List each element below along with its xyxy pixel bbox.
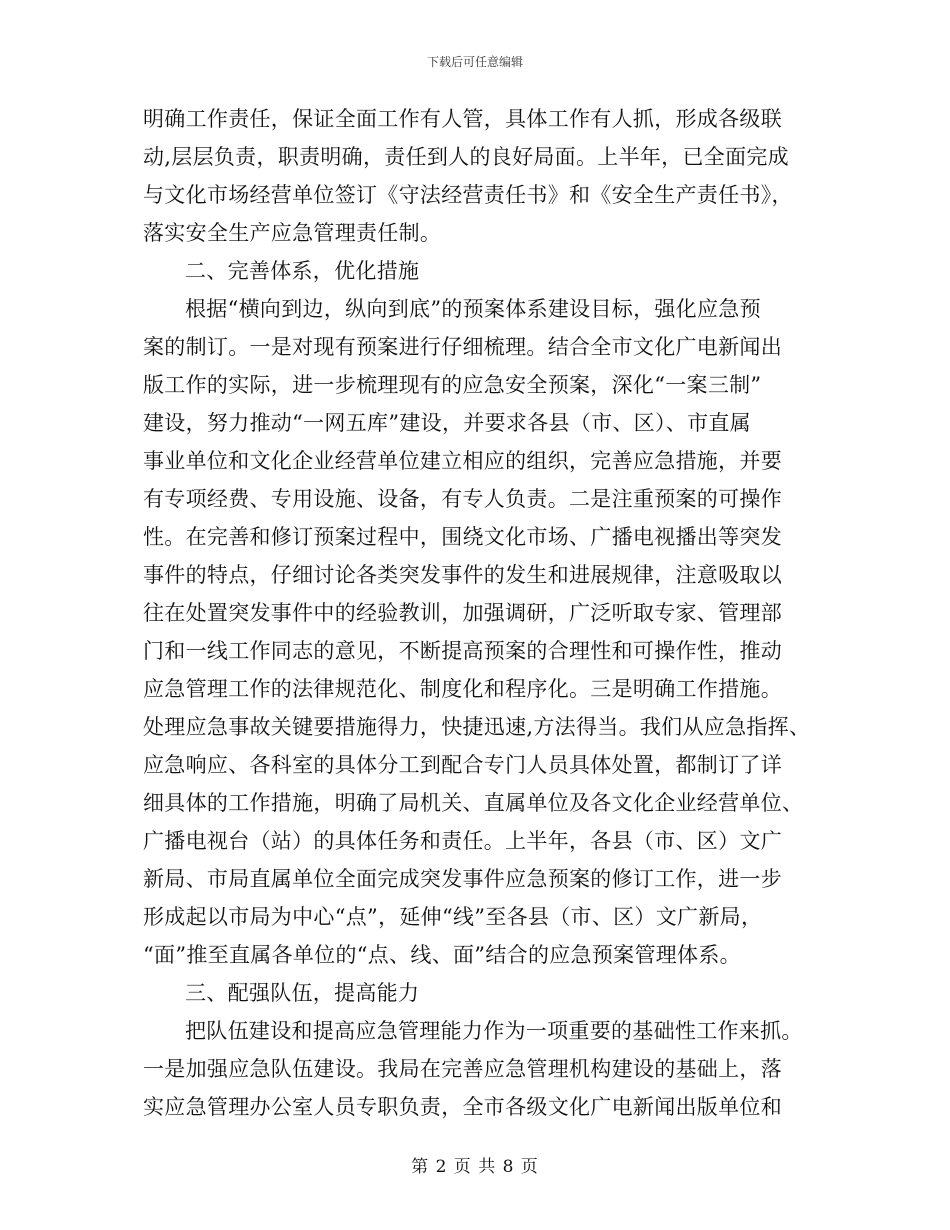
paragraph-first-line: 根据“横向到边，纵向到底”的预案体系建设目标，强化应急预 bbox=[185, 297, 761, 321]
body-line: 形成起以市局为中心“点”，延伸“线”至各县（市、区）文广新局， bbox=[143, 905, 763, 929]
body-line: 应急管理工作的法律规范化、制度化和程序化。三是明确工作措施。 bbox=[143, 677, 782, 701]
body-line: 动,层层负责，职责明确，责任到人的良好局面。上半年，已全面完成 bbox=[143, 145, 789, 169]
body-line: 一是加强应急队伍建设。我局在完善应急管理机构建设的基础上，落 bbox=[143, 1057, 782, 1081]
body-line: 细具体的工作措施，明确了局机关、直属单位及各文化企业经营单位、 bbox=[143, 791, 804, 815]
section-heading: 三、配强队伍，提高能力 bbox=[185, 981, 420, 1005]
body-line: 明确工作责任，保证全面工作有人管，具体工作有人抓，形成各级联 bbox=[143, 107, 782, 131]
body-line: 实应急管理办公室人员专职负责，全市各级文化广电新闻出版单位和 bbox=[143, 1095, 782, 1119]
body-line: 处理应急事故关键要措施得力，快捷迅速,方法得当。我们从应急指挥、 bbox=[143, 715, 811, 739]
body-line: 事业单位和文化企业经营单位建立相应的组织，完善应急措施，并要 bbox=[143, 449, 782, 473]
page-footer: 第 2 页 共 8 页 bbox=[411, 1157, 539, 1177]
paragraph-first-line: 把队伍建设和提高应急管理能力作为一项重要的基础性工作来抓。 bbox=[185, 1019, 803, 1043]
body-line: 有专项经费、专用设施、设备，有专人负责。二是注重预案的可操作 bbox=[143, 487, 782, 511]
body-line: 门和一线工作同志的意见，不断提高预案的合理性和可操作性，推动 bbox=[143, 639, 782, 663]
body-line: 与文化市场经营单位签订《守法经营责任书》和《安全生产责任书》， bbox=[143, 183, 793, 207]
body-line: 事件的特点，仔细讨论各类突发事件的发生和进展规律，注意吸取以 bbox=[143, 563, 782, 587]
body-line: 案的制订。一是对现有预案进行仔细梳理。结合全市文化广电新闻出 bbox=[143, 335, 782, 359]
page-header: 下载后可任意编辑 bbox=[426, 55, 523, 69]
body-line: 新局、市局直属单位全面完成突发事件应急预案的修订工作，进一步 bbox=[143, 867, 782, 891]
body-line: “面”推至直属各单位的“点、线、面”结合的应急预案管理体系。 bbox=[143, 943, 741, 967]
body-line: 广播电视台（站）的具体任务和责任。上半年，各县（市、区）文广 bbox=[143, 829, 782, 853]
document-body bbox=[143, 100, 813, 1126]
body-line: 性。在完善和修订预案过程中，围绕文化市场、广播电视播出等突发 bbox=[143, 525, 782, 549]
body-line: 版工作的实际，进一步梳理现有的应急安全预案，深化“一案三制” bbox=[143, 373, 762, 397]
body-line: 往在处置突发事件中的经验教训，加强调研，广泛听取专家、管理部 bbox=[143, 601, 782, 625]
body-line: 建设，努力推动“一网五库”建设，并要求各县（市、区）、市直属 bbox=[143, 411, 751, 435]
body-line: 应急响应、各科室的具体分工到配合专门人员具体处置，都制订了详 bbox=[143, 753, 782, 777]
section-heading: 二、完善体系，优化措施 bbox=[185, 259, 420, 283]
body-line: 落实安全生产应急管理责任制。 bbox=[143, 221, 442, 245]
